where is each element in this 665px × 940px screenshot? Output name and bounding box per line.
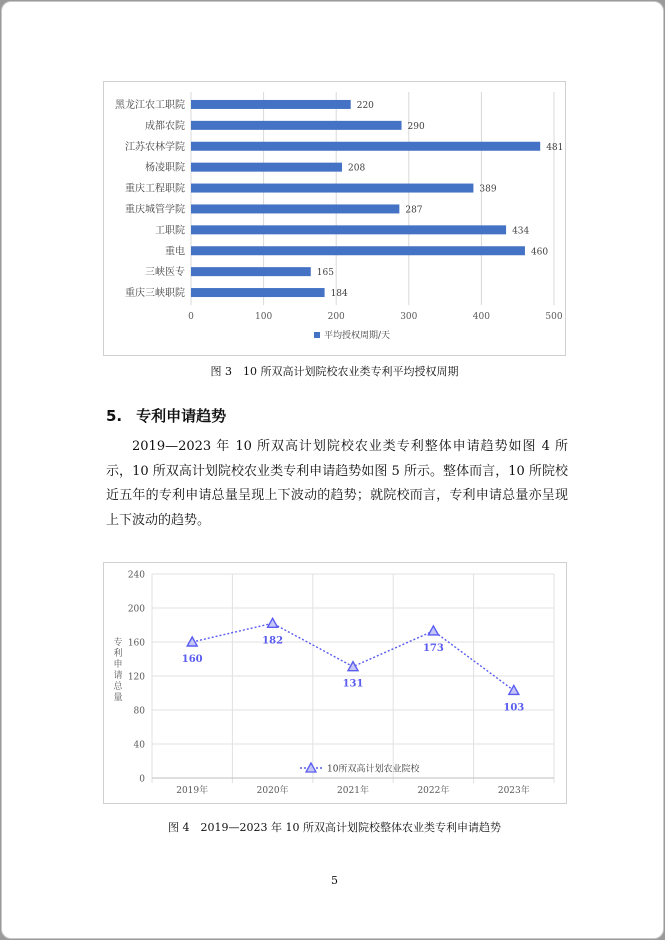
data-label: 287 bbox=[405, 205, 423, 216]
bar bbox=[191, 267, 311, 276]
y-tick-label: 0 bbox=[139, 774, 145, 785]
section-number: 5. bbox=[106, 407, 123, 425]
category-label: 三峡医专 bbox=[145, 267, 185, 279]
category-label: 重庆城管学院 bbox=[125, 204, 185, 216]
data-label: 103 bbox=[503, 702, 525, 714]
x-tick-label: 100 bbox=[255, 312, 273, 322]
category-label: 重电 bbox=[165, 246, 185, 258]
x-tick-label: 300 bbox=[400, 312, 418, 322]
y-tick-label: 160 bbox=[127, 638, 145, 649]
figure4-line-chart bbox=[103, 562, 567, 804]
page-number: 5 bbox=[331, 874, 338, 887]
data-label: 434 bbox=[512, 226, 530, 237]
section-heading bbox=[106, 405, 226, 426]
x-tick-label: 400 bbox=[472, 312, 490, 322]
y-axis-label: 专利申请总量 bbox=[113, 638, 123, 703]
data-point-marker bbox=[428, 626, 438, 635]
data-label: 160 bbox=[181, 654, 203, 665]
bar bbox=[191, 121, 402, 130]
data-label: 165 bbox=[316, 268, 334, 279]
bar bbox=[191, 184, 473, 193]
data-label: 182 bbox=[262, 635, 284, 647]
x-tick-label: 2023年 bbox=[497, 786, 530, 796]
legend-swatch bbox=[314, 332, 320, 338]
x-tick-label: 500 bbox=[545, 312, 563, 322]
line-chart-svg bbox=[104, 563, 566, 803]
category-label: 工职院 bbox=[155, 225, 185, 237]
category-label: 成都农院 bbox=[145, 120, 185, 132]
category-label: 江苏农林学院 bbox=[125, 141, 185, 153]
data-point-marker bbox=[268, 618, 278, 627]
data-label: 481 bbox=[546, 142, 564, 153]
bar bbox=[191, 288, 325, 297]
x-tick-label: 2021年 bbox=[337, 786, 369, 796]
section-title: 专利申请趋势 bbox=[136, 407, 227, 425]
x-tick-label: 2022年 bbox=[417, 786, 450, 796]
data-label: 173 bbox=[422, 642, 444, 654]
bar bbox=[191, 204, 399, 213]
legend-label: 平均授权周期/天 bbox=[324, 331, 391, 341]
data-label: 389 bbox=[479, 184, 497, 195]
figure3-bar-chart bbox=[103, 81, 566, 356]
x-tick-label: 2019年 bbox=[176, 786, 209, 796]
bar bbox=[191, 225, 506, 234]
bar bbox=[191, 142, 540, 151]
y-tick-label: 120 bbox=[127, 672, 145, 683]
data-label: 131 bbox=[342, 678, 364, 690]
document-page bbox=[1, 1, 664, 939]
y-tick-label: 240 bbox=[127, 570, 145, 581]
figure3-caption: 图 3 10 所双高计划院校农业类专利平均授权周期 bbox=[210, 365, 459, 378]
legend-marker bbox=[306, 763, 316, 772]
category-label: 重庆工程职院 bbox=[125, 183, 185, 195]
data-point-marker bbox=[348, 662, 358, 671]
data-label: 290 bbox=[407, 121, 425, 132]
category-label: 重庆三峡职院 bbox=[125, 288, 185, 300]
y-tick-label: 200 bbox=[127, 604, 145, 615]
y-tick-label: 40 bbox=[133, 740, 145, 751]
data-label: 208 bbox=[348, 163, 366, 174]
x-tick-label: 0 bbox=[188, 312, 194, 322]
data-label: 184 bbox=[330, 289, 348, 300]
category-label: 杨凌职院 bbox=[145, 162, 185, 174]
x-tick-label: 200 bbox=[327, 312, 345, 322]
bar bbox=[191, 100, 351, 109]
data-label: 460 bbox=[530, 247, 549, 258]
legend-label: 10所双高计划农业院校 bbox=[327, 764, 420, 775]
bar-chart-svg bbox=[104, 82, 565, 355]
x-tick-label: 2020年 bbox=[256, 786, 289, 796]
data-point-marker bbox=[509, 685, 519, 694]
category-label: 黑龙江农工职院 bbox=[115, 99, 185, 111]
figure4-caption: 图 4 2019—2023 年 10 所双高计划院校整体农业类专利申请趋势 bbox=[168, 821, 501, 834]
bar bbox=[191, 246, 525, 255]
data-label: 220 bbox=[356, 100, 374, 111]
bar bbox=[191, 163, 342, 172]
section-paragraph: 2019—2023 年 10 所双高计划院校农业类专利整体申请趋势如图 4 所示，10 所双高计划院校农业类专利申请趋势如图 5 所示。整体而言，10 所院校近五年的专利申请总量呈现上下波动的趋势；就院校而言，专利申请总量亦呈现上下波动的趋势。 bbox=[106, 439, 568, 528]
y-tick-label: 80 bbox=[133, 706, 145, 717]
